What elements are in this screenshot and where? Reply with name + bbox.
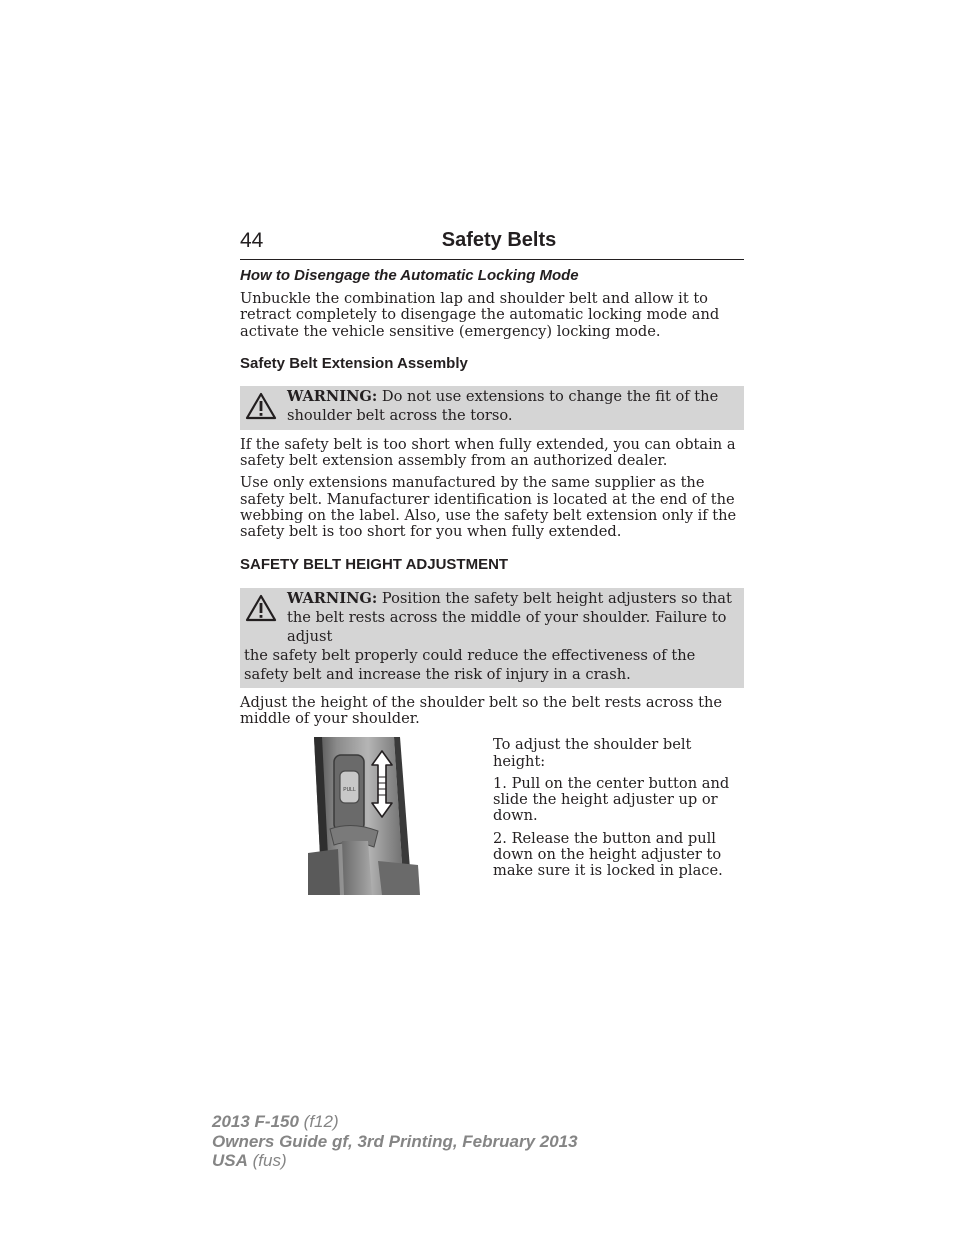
height-warning-label: WARNING: — [287, 589, 378, 607]
step-2: 2. Release the button and pull down on the height adjuster to make sure it is locked in place. — [493, 829, 723, 880]
height-figure-row — [240, 737, 744, 897]
page-number: 44 — [240, 229, 264, 252]
belt-height-adjuster-illustration — [308, 737, 428, 895]
extension-heading: Safety Belt Extension Assembly — [240, 354, 468, 372]
disengage-heading: How to Disengage the Automatic Locking Mode — [240, 267, 579, 284]
pull-button-label: PULL — [343, 787, 356, 794]
footer-model-code: (f12) — [298, 1112, 339, 1131]
height-warning-box — [240, 588, 744, 688]
extension-warning-box — [240, 386, 744, 430]
footer-region: USA — [212, 1151, 248, 1170]
extension-warning-text: Do not use extensions to change the fit of the shoulder belt across the torso. — [287, 387, 719, 424]
height-body: Adjust the height of the shoulder belt so the belt rests across the middle of your shoulder. — [240, 693, 722, 727]
height-warning-lead: Position the safety belt height adjusters so that the belt rests across the middle of your shoulder. Failure to adjust — [287, 589, 732, 645]
footer-model: 2013 F-150 — [212, 1112, 299, 1131]
height-heading: SAFETY BELT HEIGHT ADJUSTMENT — [240, 555, 509, 573]
step-1: 1. Pull on the center button and slide the height adjuster up or down. — [493, 774, 730, 825]
height-steps — [493, 737, 745, 885]
disengage-body: Unbuckle the combination lap and shoulder belt and allow it to retract completely to disengage the automatic locking mode and activate the vehicle sensitive (emergency) locking mode. — [240, 290, 720, 340]
footer-guide: Owners Guide gf, 3rd Printing, February 2013 — [212, 1131, 578, 1151]
steps-intro: To adjust the shoulder belt height: — [493, 736, 692, 770]
page-content — [240, 267, 744, 897]
page-footer — [212, 1112, 578, 1171]
extension-para-2: Use only extensions manufactured by the same supplier as the safety belt. Manufacturer identification is located at the end of the webbing on the label. Also, use the safety belt extension only if the safety belt is too short for you when fully extended. — [240, 474, 737, 541]
page-header — [240, 229, 744, 260]
warning-triangle-icon — [245, 392, 277, 420]
extension-para-1: If the safety belt is too short when fully extended, you can obtain a safety belt extension assembly from an authorized dealer. — [240, 435, 736, 470]
footer-region-code: (fus) — [247, 1151, 287, 1170]
warning-triangle-icon — [245, 594, 277, 622]
chapter-title: Safety Belts — [441, 229, 557, 251]
extension-warning-label: WARNING: — [287, 387, 378, 405]
height-warning-rest: the safety belt properly could reduce the effectiveness of the safety belt and increase the risk of injury in a crash. — [244, 646, 696, 683]
